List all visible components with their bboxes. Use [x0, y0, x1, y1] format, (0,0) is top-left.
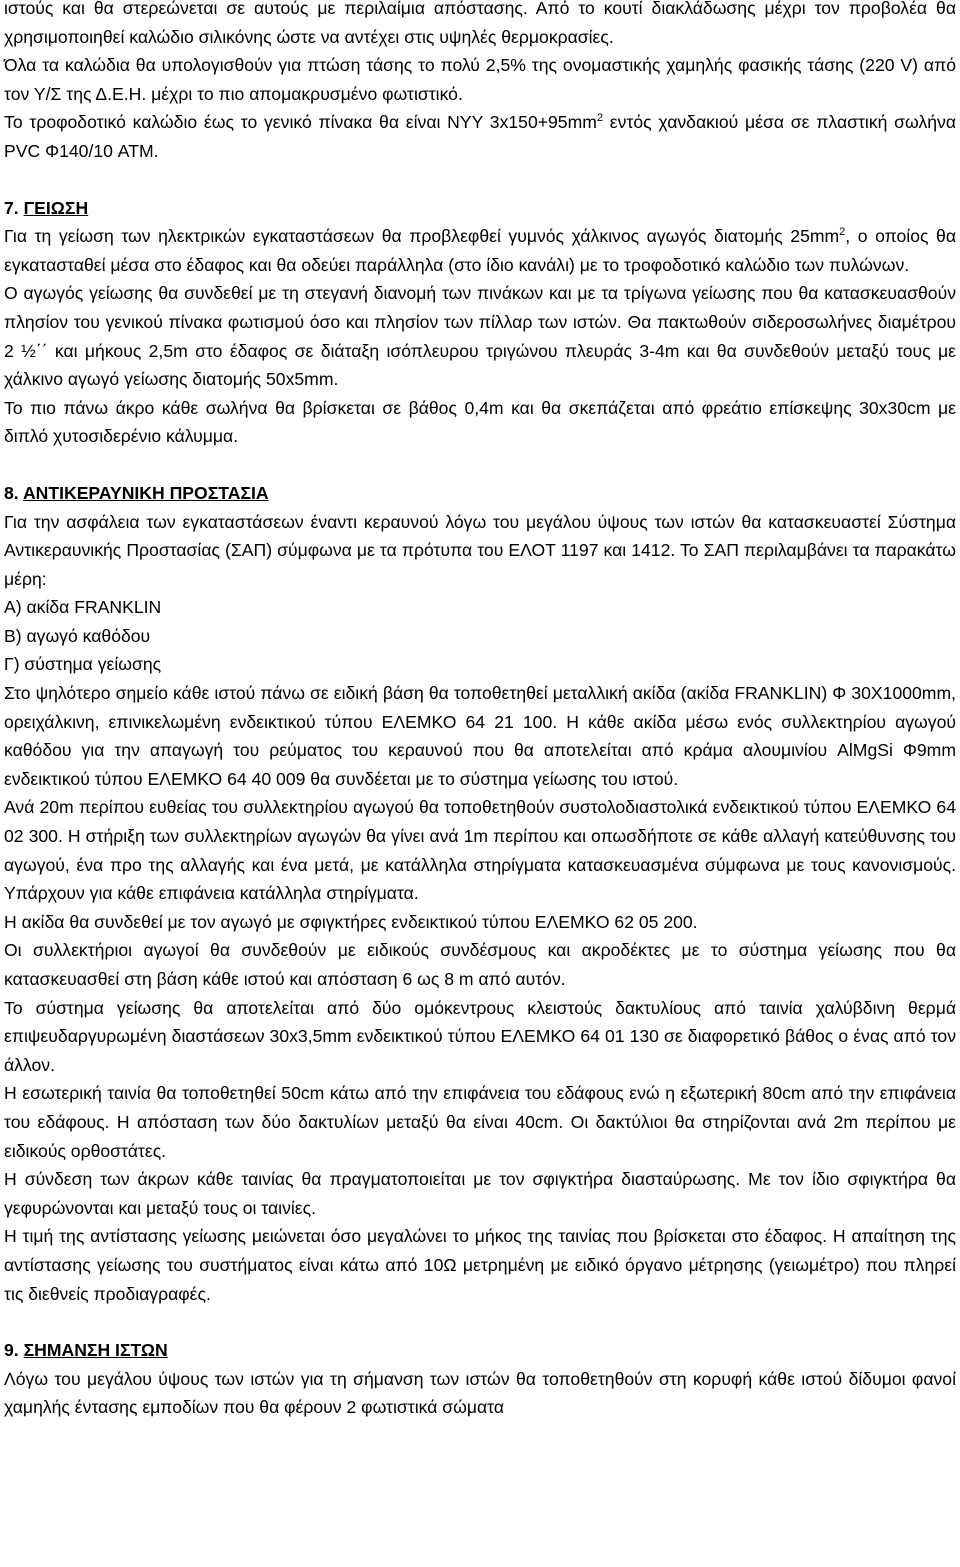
- intro-paragraph-3: [4, 108, 956, 165]
- section-8-paragraph-5: Οι συλλεκτήριοι αγωγοί θα συνδεθούν με ειδικούς συνδέσμους και ακροδέκτες με το σύστημα γείωσης που θα κατασκευασθεί στη βάση κάθε ιστού και απόσταση 6 ως 8 m από αυτόν.: [4, 940, 956, 989]
- list-item-c: Γ) σύστημα γείωσης: [4, 654, 162, 675]
- superscript-2: 2: [596, 112, 604, 125]
- section-9-number: 9.: [4, 1340, 19, 1361]
- superscript-2: 2: [839, 226, 846, 239]
- section-8-number: 8.: [4, 482, 19, 503]
- spacer: [4, 451, 956, 479]
- section-8-heading: [4, 479, 956, 508]
- section-8-paragraph-4: Η ακίδα θα συνδεθεί με τον αγωγό με σφιγκτήρες ενδεικτικού τύπου ΕΛΕΜΚΟ 62 05 200.: [4, 911, 698, 932]
- document-page: [4, 0, 956, 1422]
- list-item-b: Β) αγωγό καθόδου: [4, 625, 151, 646]
- spacer: [4, 1308, 956, 1336]
- section-7-paragraph-1-text: Για τη γείωση των ηλεκτρικών εγκαταστάσεων θα προβλεφθεί γυμνός χάλκινος αγωγός διατομής 25mm: [4, 226, 840, 247]
- section-9-paragraph-1: Λόγω του μεγάλου ύψους των ιστών για τη σήμανση των ιστών θα τοποθετηθούν στη κορυφή κάθε ιστού δίδυμοι φανοί χαμηλής έντασης εμποδίων που θα φέρουν 2 φωτιστικά σώματα: [4, 1368, 956, 1418]
- section-8-paragraph-7: Η εσωτερική ταινία θα τοποθετηθεί 50cm κάτω από την επιφάνεια του εδάφους ενώ η εξωτερική 80cm από την επιφάνεια του εδάφους. Η απόσταση των δύο δακτυλίων μεταξύ θα είναι 40cm. Οι δακτύλιοι θα στηρίζονται ανά 2m περίπου με ειδικούς ορθοστάτες.: [4, 1083, 956, 1161]
- section-7-number: 7.: [4, 197, 19, 218]
- spacer: [4, 166, 956, 194]
- section-8-paragraph-3: Ανά 20m περίπου ευθείας του συλλεκτηρίου αγωγού θα τοποθετηθούν συστολοδιαστολικά ενδεικτικού τύπου ΕΛΕΜΚΟ 64 02 300. Η στήριξη των συλλεκτηρίων αγωγών θα γίνει ανά 1m περίπου και οπωσδήποτε σε κάθε αλλαγή κατεύθυνσης του αγωγού, ένα προ της αλλαγής και ένα μετά, με κατάλληλα στηρίγματα κατασκευασμένα σύμφωνα με τους κανονισμούς. Υπάρχουν για κάθε επιφάνεια κατάλληλα στηρίγματα.: [4, 797, 956, 904]
- intro-paragraph-3-text: Το τροφοδοτικό καλώδιο έως το γενικό πίνακα θα είναι NYY 3x150+95mm: [4, 112, 597, 133]
- section-7-title: ΓΕΙΩΣΗ: [23, 197, 89, 218]
- section-7-heading: [4, 194, 956, 223]
- section-9-heading: [4, 1336, 956, 1365]
- intro-paragraph-2: Όλα τα καλώδια θα υπολογισθούν για πτώση τάσης το πολύ 2,5% της ονομαστικής χαμηλής φασικής τάσης (220 V) από τον Υ/Σ της Δ.Ε.Η. μέχρι το πιο απομακρυσμένο φωτιστικό.: [4, 55, 956, 104]
- section-8-paragraph-8: Η σύνδεση των άκρων κάθε ταινίας θα πραγματοποιείται με τον σφιγκτήρα διασταύρωσης. Με τον ίδιο σφιγκτήρα θα γεφυρώνονται και μεταξύ τους οι ταινίες.: [4, 1169, 956, 1218]
- list-item-a: Α) ακίδα FRANKLIN: [4, 597, 162, 618]
- section-8-paragraph-9: Η τιμή της αντίστασης γείωσης μειώνεται όσο μεγαλώνει το μήκος της ταινίας που βρίσκεται στο έδαφος. Η απαίτηση της αντίστασης γείωσης του συστήματος είναι κάτω από 10Ω μετρημένη με ειδικό όργανο μέτρησης (γειωμέτρο) που πληρεί τις διεθνείς προδιαγραφές.: [4, 1226, 956, 1304]
- section-7-paragraph-2: Ο αγωγός γείωσης θα συνδεθεί με τη στεγανή διανομή των πινάκων και με τα τρίγωνα γείωσης που θα κατασκευασθούν πλησίον του γενικού πίνακα φωτισμού όσο και πλησίον των πίλλαρ των ιστών. Θα πακτωθούν σιδεροσωλήνες διαμέτρου 2 ½΄΄ και μήκους 2,5m στο έδαφος σε διάταξη ισόπλευρου τριγώνου πλευράς 3-4m και θα συνδεθούν μεταξύ τους με χάλκινο αγωγό γείωσης διατομής 50x5mm.: [4, 283, 956, 390]
- intro-paragraph-1: ιστούς και θα στερεώνεται σε αυτούς με περιλαίμια απόστασης. Από το κουτί διακλάδωσης μέχρι τον προβολέα θα χρησιμοποιηθεί καλώδιο σιλικόνης ώστε να αντέχει στις υψηλές θερμοκρασίες.: [4, 0, 956, 47]
- intro-paragraph-3-text-end: εντός χανδακιού μέσα σε πλαστική σωλήνα PVC Φ140/10 ATM.: [4, 112, 956, 161]
- section-8-title: ΑΝΤΙΚΕΡΑΥΝΙΚΗ ΠΡΟΣΤΑΣΙΑ: [22, 482, 269, 503]
- section-7-paragraph-1: [4, 222, 956, 279]
- section-8-paragraph-1: Για την ασφάλεια των εγκαταστάσεων έναντι κεραυνού λόγω του μεγάλου ύψους των ιστών θα κατασκευαστεί Σύστημα Αντικεραυνικής Προστασίας (ΣΑΠ) σύμφωνα με τα πρότυπα του ΕΛΟΤ 1197 και 1412. Το ΣΑΠ περιλαμβάνει τα παρακάτω μέρη:: [4, 511, 956, 589]
- section-8-paragraph-2: Στο ψηλότερο σημείο κάθε ιστού πάνω σε ειδική βάση θα τοποθετηθεί μεταλλική ακίδα (ακίδα FRANKLIN) Φ 30Χ1000mm, ορειχάλκινη, επινικελωμένη ενδεικτικού τύπου ΕΛΕΜΚΟ 64 21 100. Η κάθε ακίδα μέσω ενός συλλεκτηρίου αγωγού καθόδου για την απαγωγή του ρεύματος του κεραυνού που θα αποτελείται από κράμα αλουμινίου AlMgSi Φ9mm ενδεικτικού τύπου ΕΛΕΜΚΟ 64 40 009 θα συνδέεται με το σύστημα γείωσης του ιστού.: [4, 683, 956, 789]
- section-9-title: ΣΗΜΑΝΣΗ ΙΣΤΩΝ: [23, 1340, 168, 1361]
- section-7-paragraph-3: Το πιο πάνω άκρο κάθε σωλήνα θα βρίσκεται σε βάθος 0,4m και θα σκεπάζεται από φρεάτιο επίσκεψης 30x30cm με διπλό χυτοσιδερένιο κάλυμμα.: [4, 397, 956, 447]
- section-8-paragraph-6: Το σύστημα γείωσης θα αποτελείται από δύο ομόκεντρους κλειστούς δακτυλίους από ταινία χαλύβδινη θερμά επιψευδαργυρωμένη διαστάσεων 30x3,5mm ενδεικτικού τύπου ΕΛΕΜΚΟ 64 01 130 σε διαφορετικό βάθος ο ένας από τον άλλον.: [4, 997, 956, 1075]
- section-7-paragraph-1-text-end: , ο οποίος θα εγκατασταθεί μέσα στο έδαφος και θα οδεύει παράλληλα (στο ίδιο κανάλι) με το τροφοδοτικό καλώδιο των πυλώνων.: [4, 226, 956, 275]
